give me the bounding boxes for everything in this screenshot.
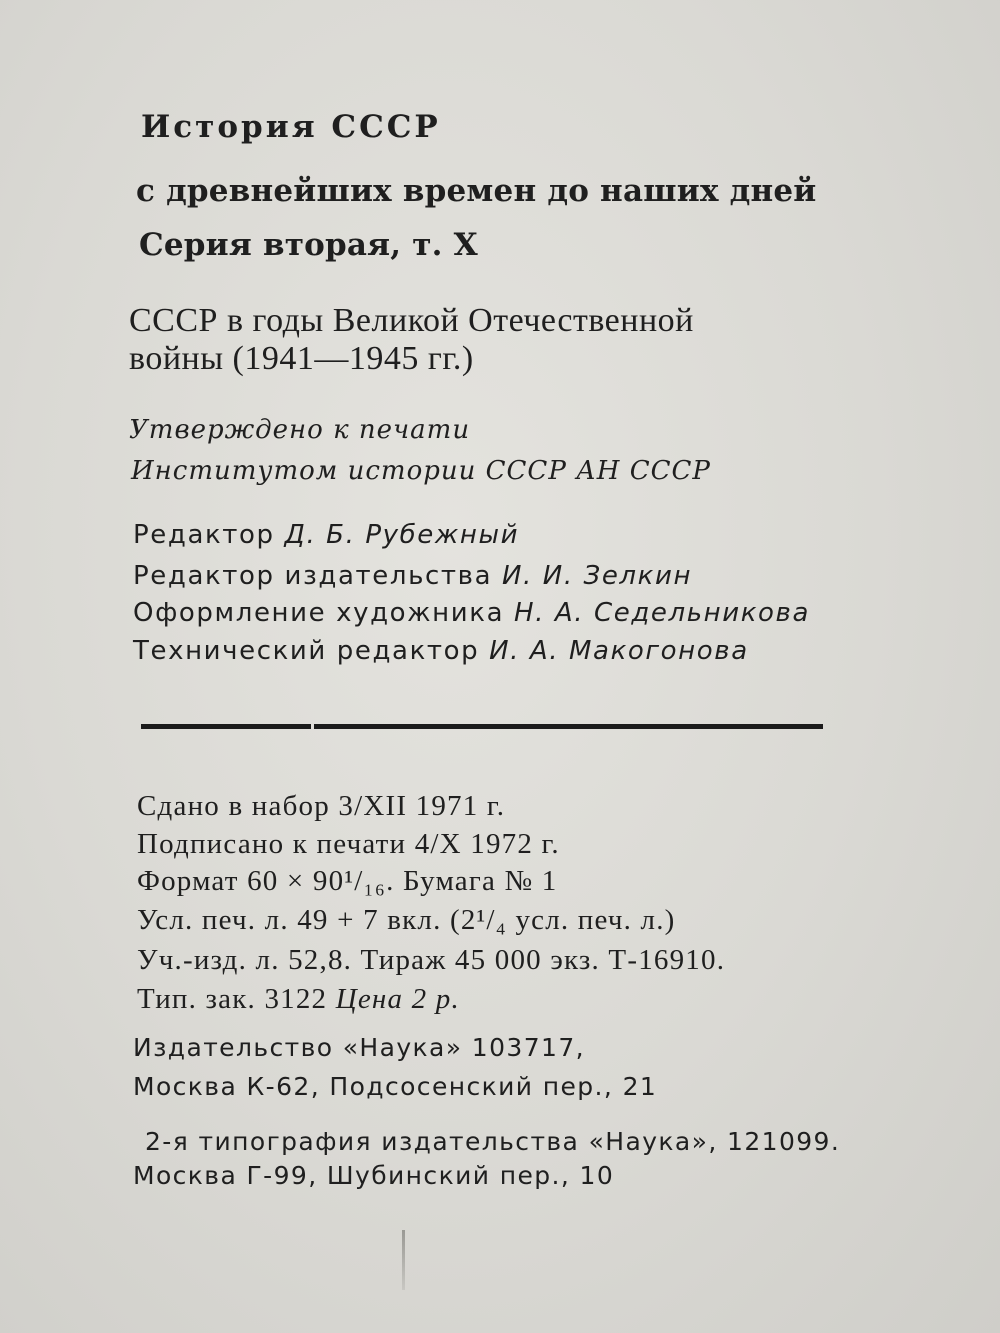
credit-line <box>133 638 749 664</box>
imprint-signed: Подписано к печати 4/X 1972 г. <box>137 828 560 860</box>
book-title-line2: войны (1941—1945 гг.) <box>129 340 474 377</box>
divider-rule-left <box>141 724 311 729</box>
paper-mark <box>402 1230 405 1290</box>
series-subtitle: с древнейших времен до наших дней <box>136 173 817 209</box>
credit-line <box>133 522 519 548</box>
imprint-format: Формат 60 × 90¹/₁₆. Бумага № 1 <box>137 865 558 897</box>
series-volume: Серия вторая, т. X <box>139 227 478 263</box>
credit-role: Редактор издательства <box>133 561 493 591</box>
credit-role: Редактор <box>133 520 275 550</box>
divider-rule-right <box>314 724 823 729</box>
series-title: История СССР <box>141 109 441 145</box>
imprint-sheets: Усл. печ. л. 49 + 7 вкл. (2¹/₄ усл. печ. л.) <box>137 904 676 936</box>
credit-name: И. А. Макогонова <box>489 636 749 666</box>
book-title-line1: СССР в годы Великой Отечественной <box>129 302 694 339</box>
credit-role: Технический редактор <box>133 636 480 666</box>
credit-line <box>133 563 692 589</box>
credit-name: Н. А. Седельникова <box>513 598 811 628</box>
credit-line <box>133 600 810 626</box>
imprint-order-label: Тип. зак. 3122 <box>137 983 328 1015</box>
publisher-line1: Издательство «Наука» 103717, <box>133 1033 585 1062</box>
imprint-typeset: Сдано в набор 3/XII 1971 г. <box>137 790 506 822</box>
printer-line2: Москва Г-99, Шубинский пер., 10 <box>133 1161 615 1190</box>
imprint-order <box>137 985 460 1014</box>
printer-line1: 2-я типография издательства «Наука», 121099. <box>145 1127 841 1156</box>
imprint-price: Цена 2 р. <box>335 983 460 1015</box>
credit-role: Оформление художника <box>133 598 505 628</box>
approval-line1: Утверждено к печати <box>129 415 471 445</box>
publisher-line2: Москва К-62, Подсосенский пер., 21 <box>133 1072 658 1101</box>
credit-name: Д. Б. Рубежный <box>284 520 520 550</box>
imprint-edition: Уч.-изд. л. 52,8. Тираж 45 000 экз. Т-16910. <box>137 944 726 976</box>
approval-line2: Институтом истории СССР АН СССР <box>131 456 711 486</box>
credit-name: И. И. Зелкин <box>502 561 693 591</box>
